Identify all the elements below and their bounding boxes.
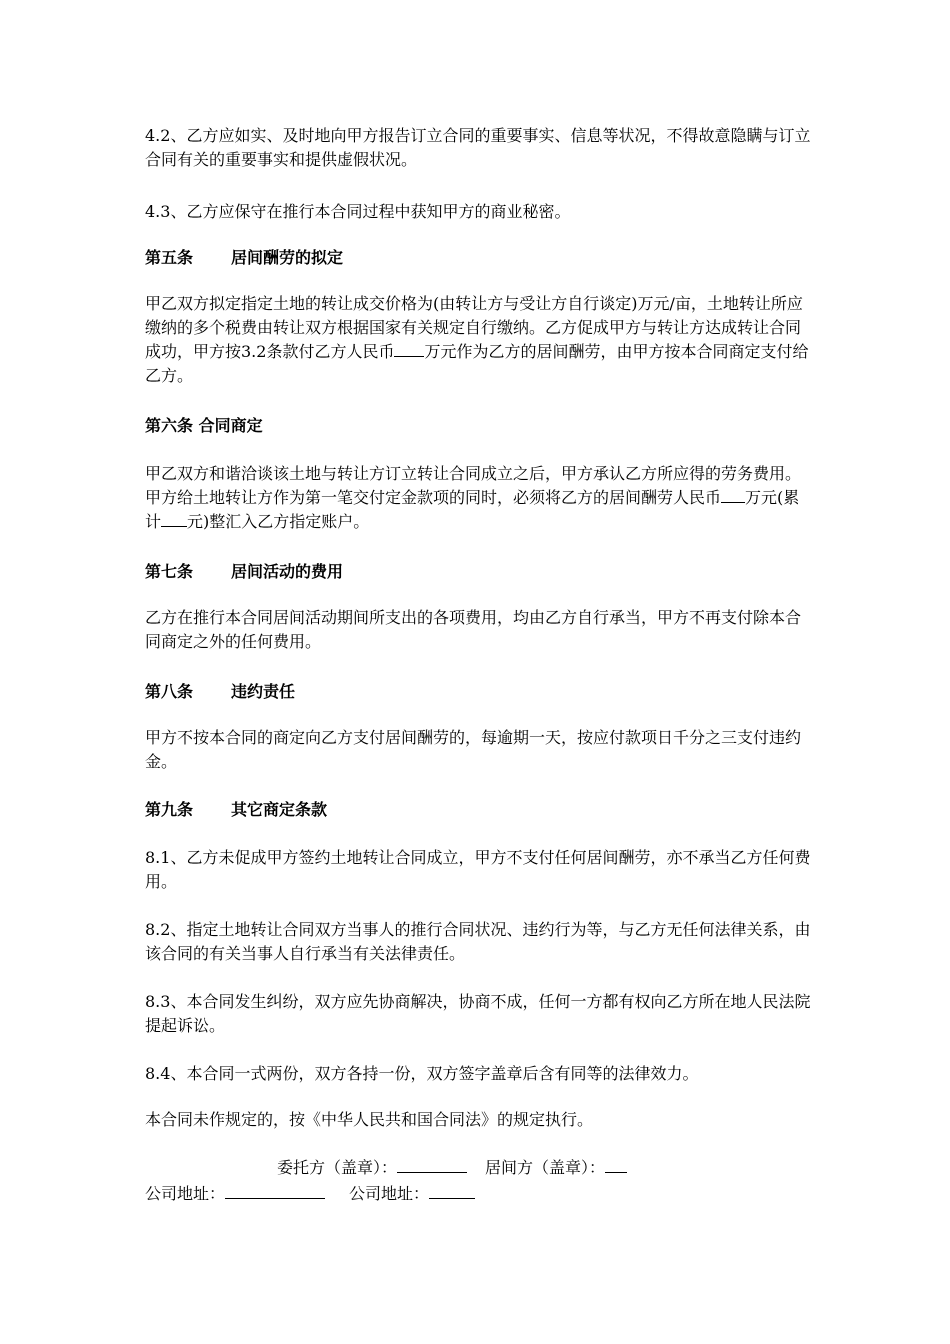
article-9-heading [145,798,815,822]
article-6-text-a: 甲乙双方和谐洽谈该土地与转让方订立转让合同成立之后，甲方承认乙方所应得的劳务费用。甲方给土地转让方作为第一笔交付定金款项的同时，必须将乙方的居间酬劳人民币 [145,464,802,507]
article-7-heading [145,560,815,584]
clause-8-4: 8.4、本合同一式两份，双方各持一份，双方签字盖章后含有同等的法律效力。 [145,1064,699,1083]
amount-blank [721,486,745,503]
article-number: 第八条 [145,682,194,701]
article-6-heading [145,414,815,438]
article-8-body: 甲方不按本合同的商定向乙方支付居间酬劳的，每逾期一天，按应付款项日千分之三支付违约金。 [145,728,802,771]
article-5-text-a: 甲乙双方拟定指定土地的转让成交价格为(由转让方与受让方自行谈定)万元/亩，土地转让所应缴纳的多个税费由转让双方根据国家有关规定自行缴纳。乙方促成甲方与转让方达成转让合同成功，甲方按3.2条款付乙方人民币 [145,294,803,361]
signature-row-address [145,1182,475,1206]
article-5-body [145,292,815,388]
article-number: 第五条 [145,248,194,267]
article-title: 合同商定 [198,416,263,435]
article-7-body: 乙方在推行本合同居间活动期间所支出的各项费用，均由乙方自行承当，甲方不再支付除本合同商定之外的任何费用。 [145,608,802,651]
clause-8-2: 8.2、指定土地转让合同双方当事人的推行合同状况、违约行为等，与乙方无任何法律关系，由该合同的有关当事人自行承当有关法律责任。 [145,920,811,963]
article-number: 第六条 [145,416,194,435]
article-5-text-b: 万元作为乙方的居间酬劳，由甲方按本合同商定支付给乙方。 [145,342,809,385]
clause-8-1: 8.1、乙方未促成甲方签约土地转让合同成立，甲方不支付任何居间酬劳，亦不承当乙方任何费用。 [145,848,811,891]
signature-row-stamps [277,1156,627,1180]
article-6-body [145,462,815,534]
article-title: 违约责任 [231,682,296,701]
article-number: 第九条 [145,800,194,819]
client-stamp-label: 委托方（盖章）： [277,1158,398,1177]
article-number: 第七条 [145,562,194,581]
article-title: 居间活动的费用 [231,562,344,581]
broker-stamp-field[interactable] [605,1156,627,1173]
clause-8-3: 8.3、本合同发生纠纷，双方应先协商解决，协商不成，任何一方都有权向乙方所在地人民法院提起诉讼。 [145,992,811,1035]
closing-statement: 本合同未作规定的，按《中华人民共和国合同法》的规定执行。 [145,1110,594,1129]
client-stamp-field[interactable] [397,1156,467,1173]
broker-address-field[interactable] [429,1182,475,1199]
article-title: 居间酬劳的拟定 [231,248,344,267]
amount-blank [394,340,424,357]
broker-stamp-label: 居间方（盖章）： [485,1158,606,1177]
client-address-label: 公司地址： [145,1184,226,1203]
client-address-field[interactable] [225,1182,325,1199]
article-6-text-c: 元)整汇入乙方指定账户。 [187,512,370,531]
clause-4-3: 4.3、乙方应保守在推行本合同过程中获知甲方的商业秘密。 [145,202,571,221]
article-5-heading [145,246,815,270]
clause-4-2: 4.2、乙方应如实、及时地向甲方报告订立合同的重要事实、信息等状况，不得故意隐瞒与订立合同有关的重要事实和提供虚假状况。 [145,126,811,169]
broker-address-label: 公司地址： [349,1184,430,1203]
total-blank [161,510,187,527]
article-title: 其它商定条款 [231,800,328,819]
article-6-text-b: 万元(累计 [145,488,800,531]
article-8-heading [145,680,815,704]
